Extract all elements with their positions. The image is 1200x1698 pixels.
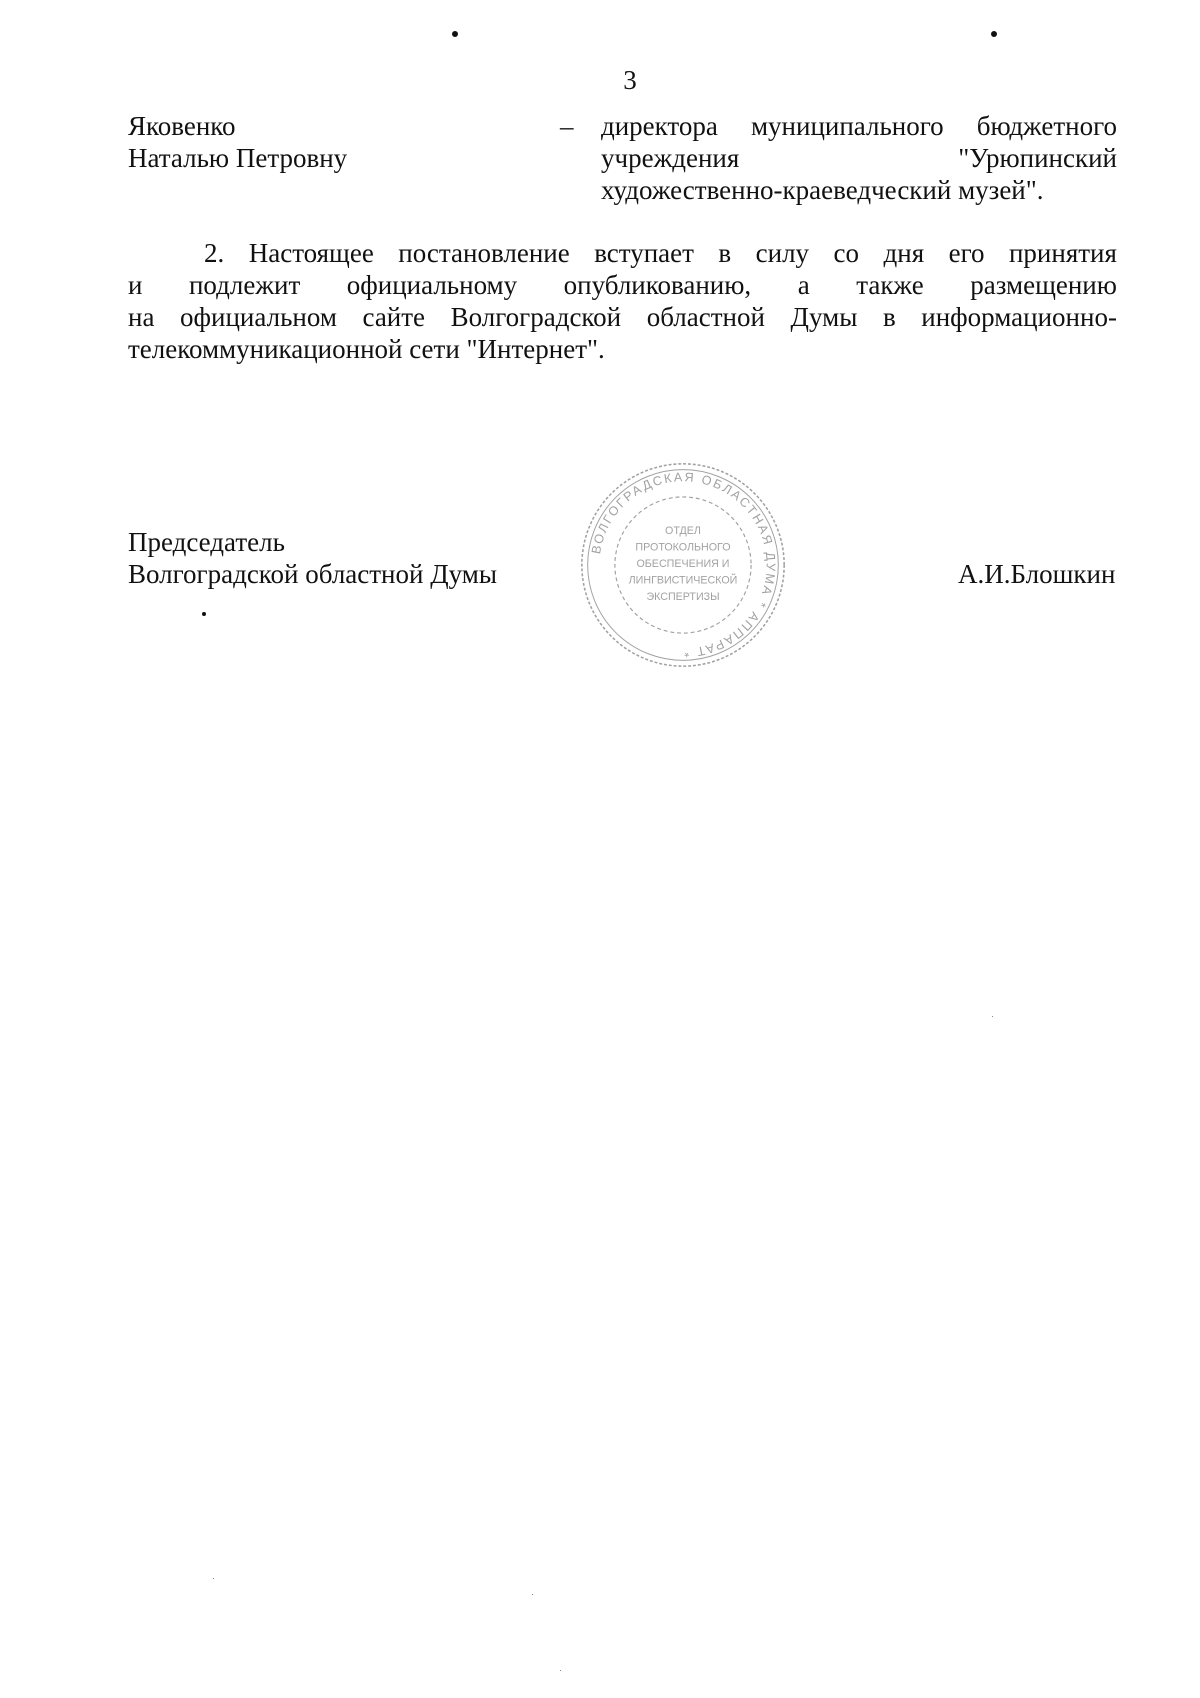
appointee-position [601,110,1117,206]
scan-speck [992,1016,993,1017]
paragraph-line-4: телекоммуникационной сети "Интернет". [128,334,605,364]
clause-2-paragraph [128,237,1117,365]
position-line-3: художественно-краеведческий музей". [601,175,1044,205]
stamp-center-line: ОТДЕЛ [665,524,701,537]
word: также [856,270,924,300]
separator-dash: – [560,111,574,141]
word: со [833,238,860,268]
word: информационно- [921,302,1117,332]
signatory-name: А.И.Блошкин [958,559,1116,589]
stamp-ring-textpath: ВОЛГОГРАДСКАЯ ОБЛАСТНАЯ ДУМА * АППАРАТ * [589,470,778,660]
word: вступает [594,238,694,268]
word: дня [883,238,925,268]
word: 2. [204,238,225,268]
stamp-center-line: ЛИНГВИСТИЧЕСКОЙ [628,574,738,587]
word: официальному [346,270,518,300]
appointee-name [128,110,528,174]
word: бюджетного [976,111,1117,141]
word: в [882,302,896,332]
word: учреждения [601,143,740,173]
word: подлежит [188,270,301,300]
page-number: 3 [623,65,637,95]
stamp-center-line: ОБЕСПЕЧЕНИЯ И [636,557,730,570]
scan-dot [991,31,997,37]
scan-speck [213,1578,214,1579]
word: в [718,238,732,268]
word: "Урюпинский [958,143,1117,173]
scan-speck [560,1670,561,1671]
word: постановление [398,238,570,268]
scan-speck [532,1594,533,1595]
signature-title-line-2: Волгоградской областной Думы [128,559,497,589]
word: принятия [1008,238,1117,268]
stamp-center-line: ПРОТОКОЛЬНОГО [635,541,731,554]
appointee-given-names: Наталью Петровну [128,143,348,173]
word: Настоящее [248,238,374,268]
paragraph-line-2 [128,269,1117,301]
position-line-1 [601,110,1117,142]
word: и [128,270,143,300]
position-line-2 [601,142,1117,174]
word: официальном [180,302,337,332]
word: областной [646,302,765,332]
word: опубликованию, [563,270,752,300]
word: силу [755,238,810,268]
word: размещению [970,270,1117,300]
appointee-surname: Яковенко [128,111,236,141]
official-stamp [576,458,790,672]
signature-title-line-1: Председатель [128,527,285,557]
word: сайте [362,302,426,332]
paragraph-line-3 [128,301,1117,333]
word: его [948,238,985,268]
scan-dot [452,31,458,37]
word: а [797,270,810,300]
word: Думы [790,302,858,332]
word: на [128,302,155,332]
paragraph-line-1 [128,237,1117,269]
stamp-center-line: ЭКСПЕРТИЗЫ [646,591,720,604]
word: Волгоградской [450,302,622,332]
word: директора [601,111,718,141]
scan-dot [202,612,206,616]
word: муниципального [750,111,944,141]
signature-title [128,526,497,590]
